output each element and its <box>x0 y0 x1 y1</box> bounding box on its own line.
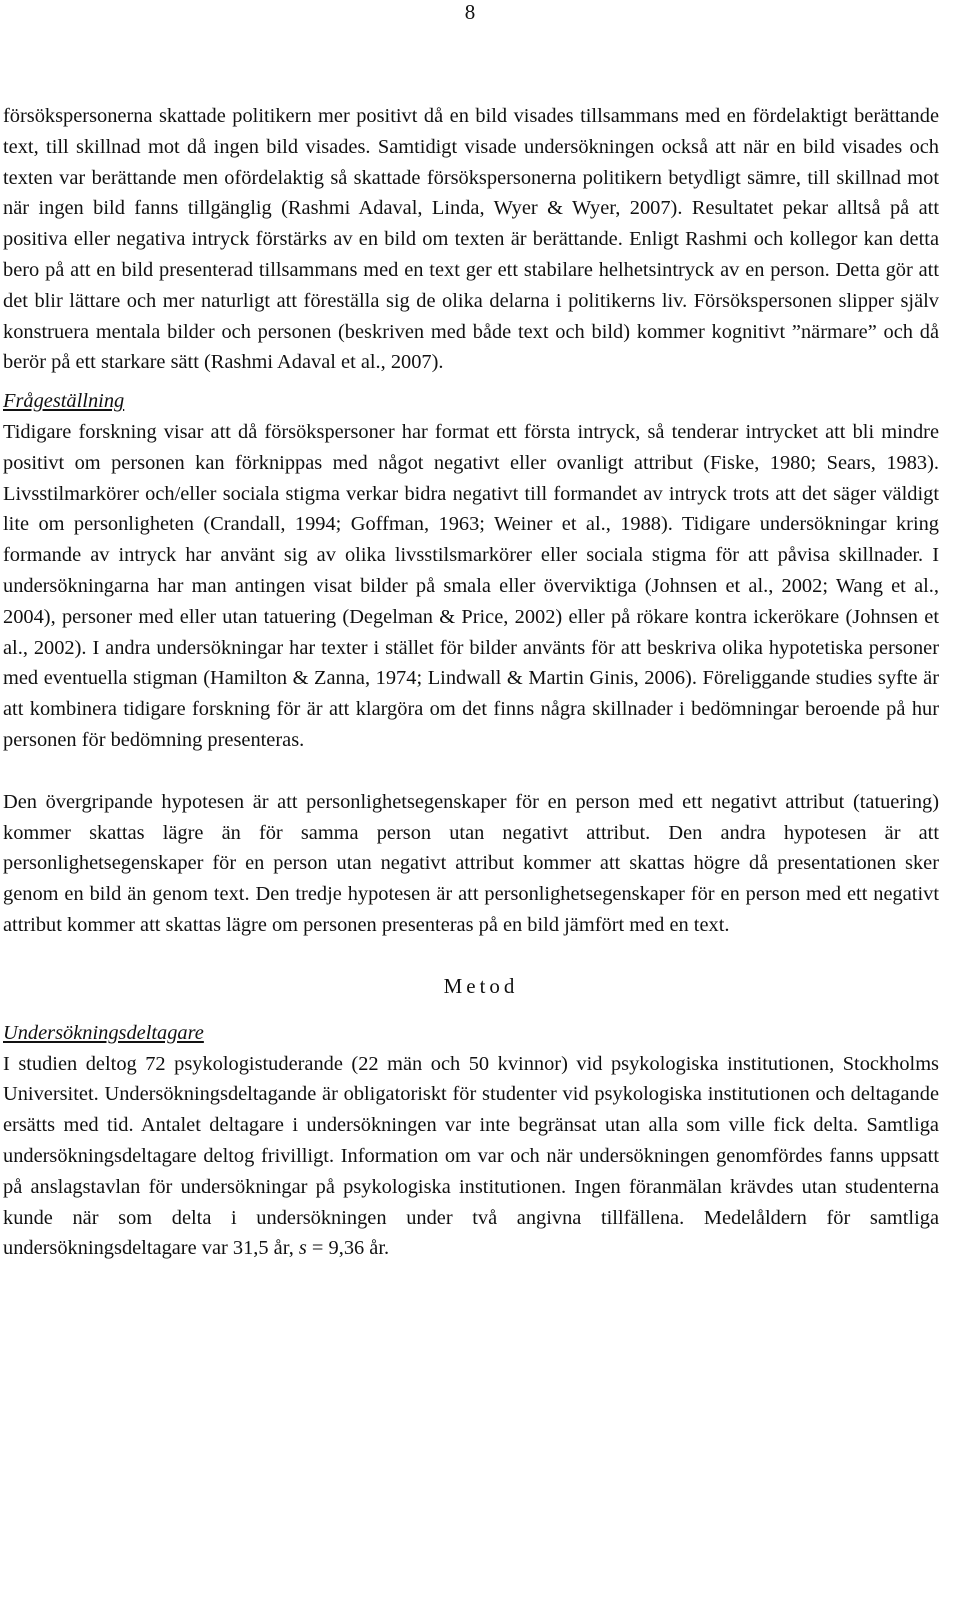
method-section-title: Metod <box>443 973 519 998</box>
hypotheses-paragraph: Den övergripande hypotesen är att personlighetsegenskaper för en person med ett negativt attribut (tatuering) kommer skattas lägre än för samma person utan negativt attribut. Den andra hypotesen är att personlighetsegenskaper för en person utan negativt attribut kommer att skattas högre då presentationen sker genom en bild än genom text. Den tredje hypotesen är att personlighetsegenskaper för en person med ett negativt attribut kommer att skattas lägre om personen presenteras på en bild jämfört med en text. <box>3 790 939 936</box>
participants-heading: Undersökningsdeltagare <box>3 1021 204 1044</box>
document-body <box>3 101 939 1264</box>
participants-text-part1: I studien deltog 72 psykologistuderande (22 män och 50 kvinnor) vid psykologiska institutionen, Stockholms Universitet. Undersökningsdeltagande är obligatoriskt för studenter vid psykologiska institutionen och deltagande ersätts med tid. Antalet deltagare i undersökningen var inte begränsat utan alla som ville fick delta. Samtliga undersökningsdeltagare deltog frivilligt. Information om var och när undersökningen genomfördes fanns uppsatt på anslagstavlan för undersökningar på psykologiska institutionen. Ingen föranmälan krävdes utan studenterna kunde när som delta i undersökningen under två angivna tillfällena. Medelåldern för samtliga undersökningsdeltagare var 31,5 år, <box>3 1052 939 1260</box>
page-number: 8 <box>464 0 476 24</box>
research-question-heading: Frågeställning <box>3 390 125 413</box>
stat-symbol: s <box>298 1237 307 1260</box>
intro-paragraph: försökspersonerna skattade politikern mer positivt då en bild visades tillsammans med en fördelaktigt berättande text, till skillnad mot då ingen bild visades. Samtidigt visade undersökningen också att när en bild visades och texten var berättande men ofördelaktig så skattade försökspersonerna politikern betydligt sämre, till skillnad mot när ingen bild fanns tillgänglig (Rashmi Adaval, Linda, Wyer & Wyer, 2007). Resultatet pekar alltså på att positiva eller negativa intryck förstärks av en bild om texten är berättande. Enligt Rashmi och kollegor kan detta bero på att en bild presenterad tillsammans med en text ger ett stabilare helhetsintryck av en person. Detta gör att det blir lättare och mer naturligt att föreställa sig de olika delarna i politikerns liv. Försökspersonen slipper själv konstruera mentala bilder och personen (beskriven med både text och bild) kommer kognitivt ”närmare” och då berör på ett starkare sätt (Rashmi Adaval et al., 2007). <box>3 105 939 374</box>
participants-paragraph <box>3 1049 939 1265</box>
research-question-paragraph: Tidigare forskning visar att då försökspersoner har format ett första intryck, så tenderar intrycket att bli mindre positivt om personen kan förknippas med något negativt eller ovanligt attribut (Fiske, 1980; Sears, 1983). Livsstilmarkörer och/eller sociala stigma verkar bidra negativt till formandet av intryck trots att det säger väldigt lite om personligheten (Crandall, 1994; Goffman, 1963; Weiner et al., 1988). Tidigare undersökningar kring formande av intryck har använt sig av olika livsstilsmarkörer eller sociala stigma för att påvisa skillnader. I undersökningarna har man antingen visat bilder på smala eller överviktiga (Johnsen et al., 2002; Wang et al., 2004), personer med eller utan tatuering (Degelman & Price, 2002) eller på rökare kontra ickerökare (Johnsen et al., 2002). I andra undersökningar har texter i stället för bilder använts för att beskriva olika hypotetiska personer med eventuella stigman (Hamilton & Zanna, 1974; Lindwall & Martin Ginis, 2006). Föreliggande studies syfte är att kombinera tidigare forskning för är att klargöra om det finns några skillnader i bedömningar beroende på hur personen för bedömning presenteras. <box>3 420 939 751</box>
participants-text-part2: = 9,36 år. <box>306 1237 390 1260</box>
